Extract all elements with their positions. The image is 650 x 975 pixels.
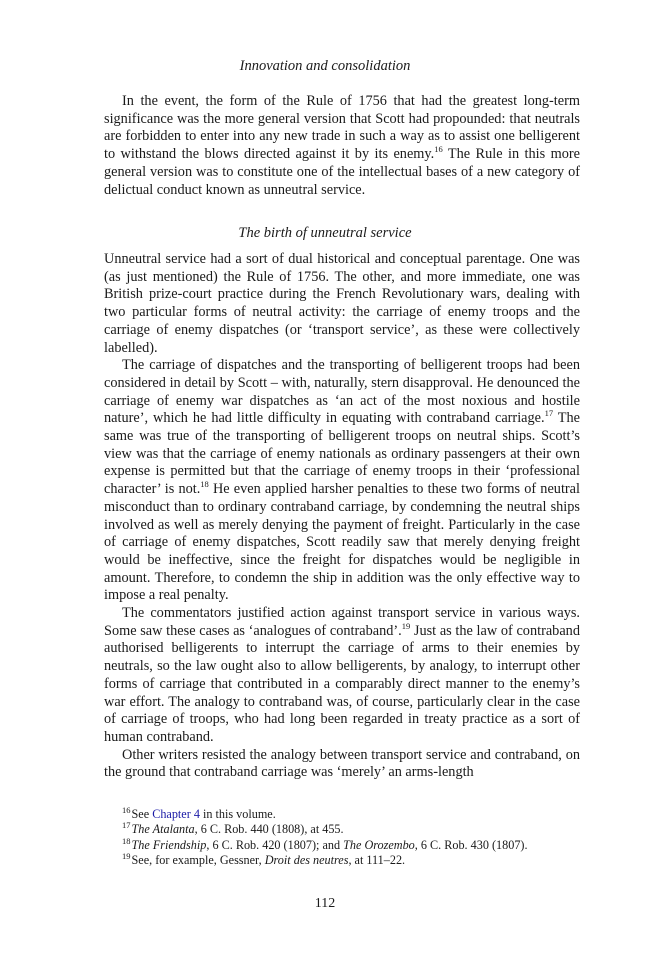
paragraph-5-text: Other writers resisted the analogy between transport service and contraband, on the ground that contraband carriage was ‘merely’ an arms-length [104,746,580,781]
footnotes [122,804,592,869]
footnote-text: , 6 C. Rob. 440 (1808), at 455. [194,822,344,837]
footnote-number: 18 [122,835,131,846]
paragraph-1-text-a: In the event, the form of the Rule of 1756 that had the greatest long-term significance was the more general version that Scott had propounded: that neutrals are forbidden to enter into any new trade in such a way as to assist one belligerent to withstand the blows directed against it by its enemy. [104,93,580,163]
paragraph-1 [104,93,580,199]
paragraph-4-text-a: The commentators justified action against transport service in various ways. Some saw these cases as ‘analogues of contraband’. [104,605,580,639]
paragraph-3-text-a: The carriage of dispatches and the transporting of belligerent troops had been considered in detail by Scott – with, naturally, stern disapproval. He denounced the carriage of enemy war dispatches as ‘an act of the most noxious and hostile nature’, which he had little difficulty in equating with contraband carriage. [104,357,580,427]
paragraph-4-text-b: Just as the law of contraband authorised belligerents to interrupt the carriage of arms to their enemies by neutrals, so the law ought also to allow belligerents, by analogy, to interrupt other forms of carriage that contributed in a comparably direct manner to the enemy’s war effort. The analogy to contraband was, of course, particularly clear in the case of carriage of troops, who had long been regarded in treaty practice as a sort of human contraband. [104,622,580,745]
footnote-ref-18[interactable]: 18 [200,479,209,490]
footnote-text: See, for example, Gessner, [131,853,265,868]
footnote-number: 19 [122,851,131,862]
footnote-text: , 6 C. Rob. 430 (1807). [414,837,528,852]
paragraph-5 [104,747,580,782]
case-name: The Atalanta [131,822,195,837]
chapter-4-link[interactable]: Chapter 4 [152,807,200,821]
running-head: Innovation and consolidation [239,58,411,74]
paragraph-3-text-c: He even applied harsher penalties to these two forms of neutral misconduct than to ordinary contraband carriage, by condemning the neutral ships involved as well as merely denying the payment of freight. Particularly in the case of carriage of enemy dispatches, Scott readily saw that merely denying freight would be ineffective, since the freight for dispatches would be negligible in amount. Therefore, to condemn the ship in addition was the only effective way to impose a real penalty. [104,481,580,604]
paragraph-3 [104,357,580,605]
body-text-main [104,251,580,782]
footnote-17 [122,822,592,837]
footnote-16 [122,804,592,822]
case-name: The Friendship [131,837,207,852]
footnote-ref-16[interactable]: 16 [434,144,443,155]
footnote-text: , 6 C. Rob. 420 (1807); and [206,837,344,852]
footnote-text: See [131,807,153,821]
page-number: 112 [314,896,336,911]
footnote-ref-19[interactable]: 19 [401,621,411,631]
footnote-number: 17 [122,820,131,831]
footnote-number: 16 [122,804,131,815]
book-title: Droit des neutres [264,853,349,868]
paragraph-1-text-b: The Rule in this more general version was to constitute one of the intellectual bases of a new category of delictual conduct known as unneutral service. [104,146,580,198]
footnote-text: , at 111–22. [348,853,406,868]
footnote-ref-17[interactable]: 17 [544,408,554,419]
paragraph-2 [104,251,580,357]
case-name: The Orozembo [343,837,415,852]
paragraph-4 [104,605,580,747]
footnote-text: in this volume. [199,807,276,821]
footnote-19 [122,853,592,868]
body-text-top [104,93,580,199]
footnote-18 [122,835,592,853]
paragraph-2-text: Unneutral service had a sort of dual historical and conceptual parentage. One was (as just mentioned) the Rule of 1756. The other, and more immediate, one was British prize-court practice during the French Revolutionary wars, dealing with two particular forms of neutral activity: the carriage of enemy troops and the carriage of enemy dispatches (or ‘transport service’, as these were collectively labelled). [104,251,580,356]
section-heading: The birth of unneutral service [238,225,412,241]
paragraph-3-text-b: The same was true of the transporting of belligerent troops on neutral ships. Scott’s view was that the carriage of enemy nationals as ordinary passengers at their own expense is permitted but that the carriage of enemy troops in their ‘professional character’ is not. [104,410,581,498]
